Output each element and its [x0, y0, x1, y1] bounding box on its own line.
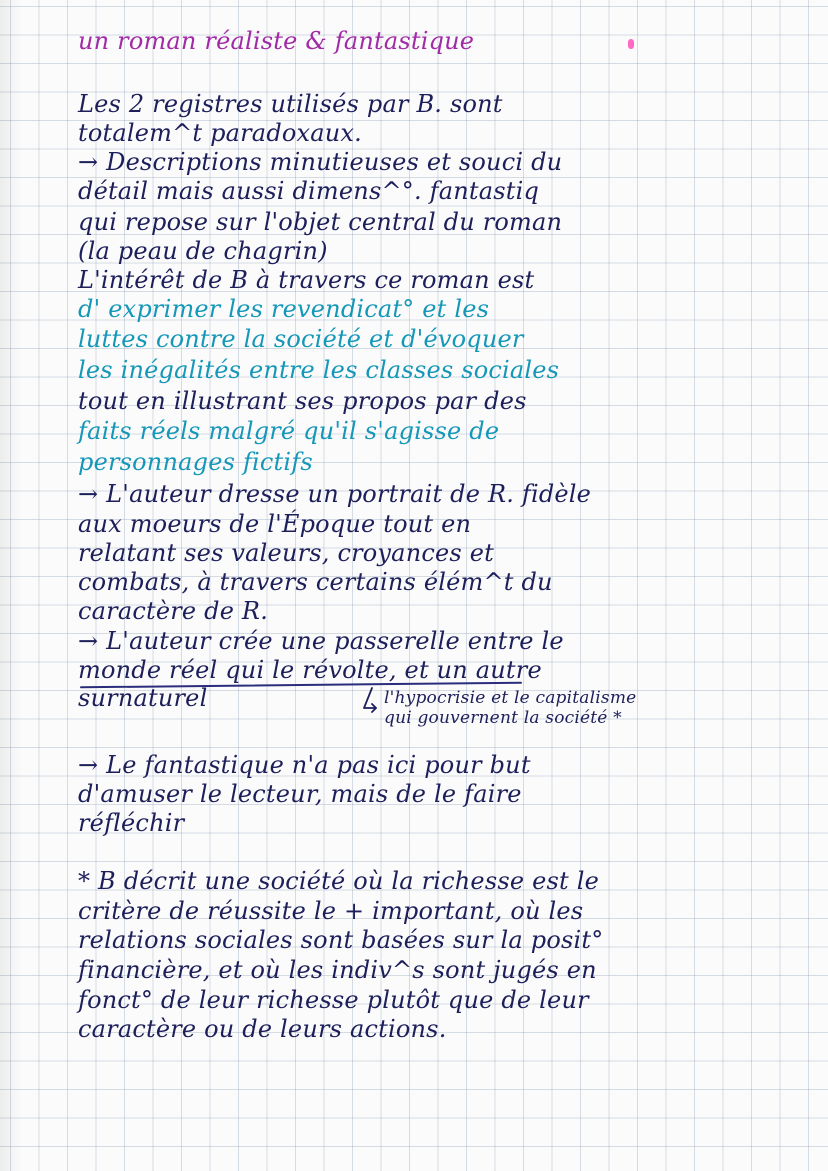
note-line: → L'auteur dresse un portrait de R. fidèle: [78, 480, 592, 508]
note-line-highlight: personnages fictifs: [78, 448, 313, 476]
note-line: réfléchir: [78, 809, 185, 837]
note-line: surnaturel: [78, 684, 208, 712]
note-line: combats, à travers certains élém^t du: [78, 568, 553, 596]
note-line: L'intérêt de B à travers ce roman est: [78, 266, 535, 294]
note-line-highlight: faits réels malgré qu'il s'agisse de: [78, 417, 500, 445]
note-line: d'amuser le lecteur, mais de le faire: [78, 780, 522, 808]
side-note-line: l'hypocrisie et le capitalisme: [384, 688, 637, 708]
note-line: totalem^t paradoxaux.: [78, 119, 362, 147]
note-line-highlight: les inégalités entre les classes sociales: [78, 356, 560, 384]
page-title: un roman réaliste & fantastique: [78, 27, 475, 55]
footnote-line: caractère ou de leurs actions.: [78, 1015, 447, 1043]
note-line: relatant ses valeurs, croyances et: [78, 539, 494, 567]
footnote-line: critère de réussite le + important, où les: [78, 897, 584, 925]
footnote-line: * B décrit une société où la richesse est le: [78, 867, 599, 895]
note-line: caractère de R.: [78, 597, 269, 625]
note-line: qui repose sur l'objet central du roman: [78, 208, 563, 236]
footnote-line: fonct° de leur richesse plutôt que de leur: [78, 986, 589, 1014]
note-line: détail mais aussi dimens^°. fantastiq: [78, 177, 540, 205]
note-line: Les 2 registres utilisés par B. sont: [78, 90, 503, 118]
highlighter-dot: [628, 39, 634, 49]
note-line: tout en illustrant ses propos par des: [78, 387, 527, 415]
note-line: → Le fantastique n'a pas ici pour but: [78, 751, 531, 779]
note-line-highlight: d' exprimer les revendicat° et les: [78, 295, 490, 323]
note-line: (la peau de chagrin): [78, 237, 328, 265]
note-line: monde réel qui le révolte, et un autre: [78, 656, 542, 684]
note-line: aux moeurs de l'Époque tout en: [78, 510, 472, 538]
note-line: → L'auteur crée une passerelle entre le: [78, 627, 564, 655]
note-line: → Descriptions minutieuses et souci du: [78, 148, 563, 176]
note-line-highlight: luttes contre la société et d'évoquer: [78, 325, 524, 353]
footnote-line: relations sociales sont basées sur la posit°: [78, 926, 604, 954]
corner-arrow-icon: [360, 686, 378, 720]
side-note-line: qui gouvernent la société *: [384, 708, 622, 728]
footnote-line: financière, et où les indiv^s sont jugés en: [78, 956, 597, 984]
